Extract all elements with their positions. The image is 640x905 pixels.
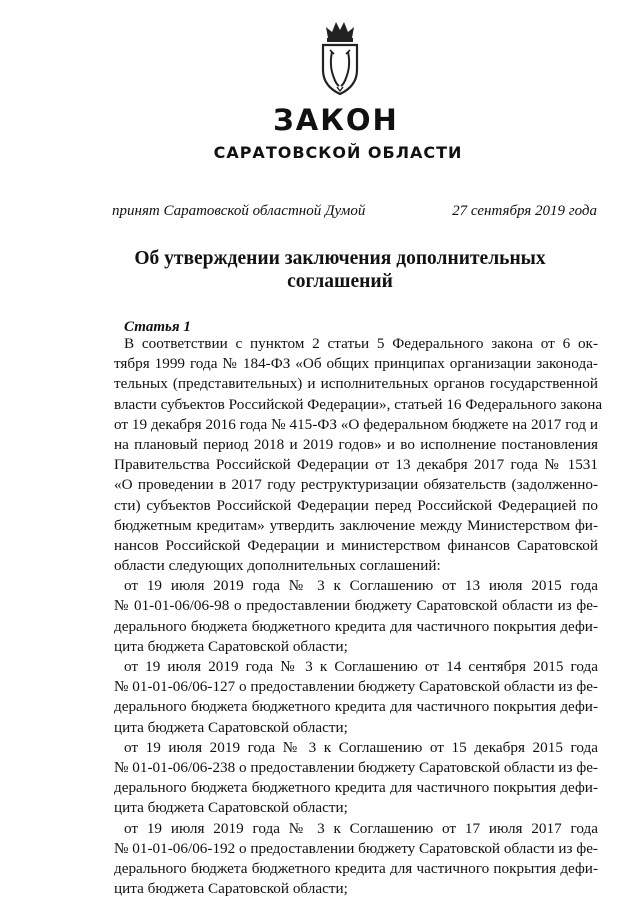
article-text-line: дерального бюджета бюджетного кредита для частичного покрытия дефи-	[114, 698, 598, 716]
article-text-line: от 19 июля 2019 года № 3 к Соглашению от 13 июля 2015 года	[124, 577, 598, 595]
article-text-line: власти субъектов Российской Федерации», статьей 16 Федерального закона	[114, 395, 603, 413]
law-heading	[100, 247, 580, 293]
article-text-line: от 19 июля 2019 года № 3 к Соглашению от 17 июля 2017 года	[124, 819, 598, 837]
article-text-line: Правительства Российской Федерации от 13 декабря 2017 года № 1531	[114, 456, 598, 474]
law-heading-line: соглашений	[287, 271, 393, 292]
article-text-line: дерального бюджета бюджетного кредита для частичного покрытия дефи-	[114, 859, 598, 877]
article-text-line: № 01-01-06/06-98 о предоставлении бюджету Саратовской области из фе-	[114, 597, 598, 615]
article-text-line: дерального бюджета бюджетного кредита для частичного покрытия дефи-	[114, 779, 598, 797]
coat-of-arms-icon	[318, 18, 362, 98]
adoption-date: 27 сентября 2019 года	[452, 203, 597, 219]
article-text-line: нансов Российской Федерации и министерством финансов Саратовской	[114, 536, 598, 554]
article-text-line: дерального бюджета бюджетного кредита для частичного покрытия дефи-	[114, 617, 598, 635]
document-title: ЗАКОН	[273, 103, 399, 137]
article-text-line: цита бюджета Саратовской области;	[114, 799, 348, 817]
article-text-line: «О проведении в 2017 году реструктуризации обязательств (задолженно-	[114, 476, 598, 494]
article-text-line: тельных (представительных) и исполнительных органов государственной	[114, 375, 598, 393]
article-text-line: сти) субъектов Российской Федерации перед Российской Федерацией по	[114, 496, 598, 514]
article-text-line: от 19 июля 2019 года № 3 к Соглашению от 14 сентября 2015 года	[124, 658, 598, 675]
article-text-line: В соответствии с пунктом 2 статьи 5 Федерального закона от 6 ок-	[124, 335, 598, 352]
article-text-line: цита бюджета Саратовской области;	[114, 718, 348, 736]
article-text-line: области следующих дополнительных соглашений:	[114, 557, 441, 575]
adopted-by: принят Саратовской областной Думой	[112, 203, 366, 219]
article-text-line: от 19 декабря 2016 года № 415-ФЗ «О федеральном бюджете на 2017 год и	[114, 415, 598, 433]
article-text-line: № 01-01-06/06-127 о предоставлении бюджету Саратовской области из фе-	[114, 678, 598, 696]
article-text-line: тября 1999 года № 184-ФЗ «Об общих принципах организации законода-	[114, 355, 598, 373]
article-text-line: бюджетным кредитам» утвердить заключение между Министерством фи-	[114, 516, 598, 534]
article-text-line: от 19 июля 2019 года № 3 к Соглашению от 15 декабря 2015 года	[124, 738, 598, 756]
article-text-line: цита бюджета Саратовской области;	[114, 880, 348, 898]
law-heading-line: Об утверждении заключения дополнительных	[134, 248, 546, 269]
article-text-line: на плановый период 2018 и 2019 годов» и во исполнение постановления	[114, 435, 598, 453]
article-text-line: цита бюджета Саратовской области;	[114, 637, 348, 655]
document-subtitle: САРАТОВСКОЙ ОБЛАСТИ	[213, 143, 463, 162]
article-text-line: № 01-01-06/06-238 о предоставлении бюджету Саратовской области из фе-	[114, 758, 598, 776]
article-body	[114, 334, 603, 899]
article-label: Статья 1	[124, 319, 191, 335]
article-text-line: № 01-01-06/06-192 о предоставлении бюджету Саратовской области из фе-	[114, 839, 598, 857]
